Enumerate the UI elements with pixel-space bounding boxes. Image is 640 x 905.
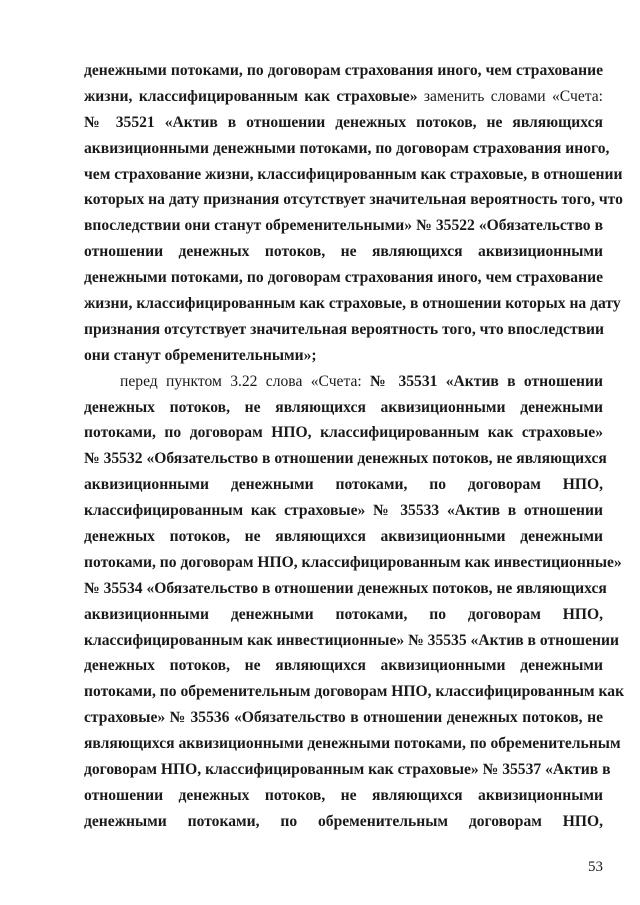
text-line-7 bbox=[84, 213, 603, 239]
text-segment: № 35521 «Актив в отношении денежных потоков, не являющихся bbox=[84, 113, 603, 131]
text-line-19 bbox=[84, 524, 603, 550]
text-segment: они станут обременительными»; bbox=[84, 346, 317, 364]
text-line-2 bbox=[84, 84, 603, 110]
text-segment: денежных потоков, не являющихся аквизиционными денежными bbox=[84, 528, 603, 546]
text-segment: являющихся аквизиционными денежными потоками, по обременительным bbox=[84, 735, 621, 753]
text-segment: № 35534 «Обязательство в отношении денежных потоков, не являющихся bbox=[84, 579, 607, 597]
text-segment: денежными потоками, по договорам страхования иного, чем страхование bbox=[84, 62, 603, 79]
text-segment: аквизиционными денежными потоками, по договорам НПО, bbox=[84, 605, 603, 623]
text-segment: отношении денежных потоков, не являющихся аквизиционными bbox=[84, 243, 603, 261]
text-line-6 bbox=[84, 187, 623, 213]
page-number: 53 bbox=[588, 859, 603, 875]
text-line-27 bbox=[84, 731, 621, 757]
text-segment: потоками, по договорам НПО, классифицированным как инвестиционные» bbox=[84, 553, 622, 571]
text-segment: денежными потоками, по договорам страхования иного, чем страхование bbox=[84, 269, 603, 287]
text-line-29 bbox=[84, 783, 603, 809]
text-segment: чем страхование жизни, классифицированным как страховые, в отношении bbox=[84, 165, 623, 183]
text-segment: денежных потоков, не являющихся аквизиционными денежными bbox=[84, 398, 603, 416]
text-line-3 bbox=[84, 110, 603, 136]
text-segment: отношении денежных потоков, не являющихся аквизиционными bbox=[84, 786, 603, 804]
text-line-9 bbox=[84, 265, 603, 291]
text-segment: денежных потоков, не являющихся аквизиционными денежными bbox=[84, 657, 603, 675]
text-segment: страховые» № 35536 «Обязательство в отношении денежных потоков, не bbox=[84, 709, 603, 727]
text-line-8 bbox=[84, 239, 603, 265]
text-segment: заменить словами «Счета: bbox=[417, 87, 603, 105]
text-line-10 bbox=[84, 291, 621, 317]
text-segment: классифицированным как инвестиционные» № 35535 «Актив в отношении bbox=[84, 631, 619, 649]
text-line-18 bbox=[84, 498, 603, 524]
text-line-12 bbox=[84, 343, 603, 369]
text-segment: классифицированным как страховые» № 35533 «Актив в отношении bbox=[84, 502, 603, 520]
document-body bbox=[84, 58, 625, 835]
text-line-13 bbox=[84, 369, 603, 395]
text-line-23 bbox=[84, 628, 619, 654]
text-segment: аквизиционными денежными потоками, по договорам страхования иного, bbox=[84, 139, 610, 157]
text-segment: аквизиционными денежными потоками, по договорам НПО, bbox=[84, 476, 603, 494]
text-line-22 bbox=[84, 602, 603, 628]
text-segment: перед пунктом 3.22 слова «Счета: bbox=[120, 372, 371, 390]
text-segment: которых на дату признания отсутствует значительная вероятность того, что bbox=[84, 191, 623, 209]
text-line-17 bbox=[84, 472, 603, 498]
text-segment: договорам НПО, классифицированным как страховые» № 35537 «Актив в bbox=[84, 761, 611, 779]
text-line-11 bbox=[84, 317, 603, 343]
text-line-26 bbox=[84, 705, 603, 731]
text-segment: денежными потоками, по обременительным договорам НПО, bbox=[84, 812, 603, 830]
text-segment: жизни, классифицированным как страховые» bbox=[84, 87, 418, 105]
text-line-25 bbox=[84, 679, 625, 705]
text-segment: потоками, по обременительным договорам НПО, классифицированным как bbox=[84, 683, 625, 701]
text-line-15 bbox=[84, 420, 603, 446]
text-line-21 bbox=[84, 576, 607, 602]
text-line-4 bbox=[84, 136, 610, 162]
text-segment: потоками, по договорам НПО, классифицированным как страховые» bbox=[84, 424, 603, 442]
text-line-24 bbox=[84, 653, 603, 679]
text-segment: признания отсутствует значительная вероятность того, что впоследствии bbox=[84, 320, 605, 338]
text-segment: № 35531 «Актив в отношении bbox=[370, 372, 603, 390]
text-line-5 bbox=[84, 162, 623, 188]
text-line-16 bbox=[84, 446, 607, 472]
text-line-30 bbox=[84, 809, 603, 835]
text-line-28 bbox=[84, 757, 611, 783]
text-line-1 bbox=[84, 58, 603, 84]
text-segment: впоследствии они станут обременительными» № 35522 «Обязательство в bbox=[84, 217, 603, 235]
text-segment: № 35532 «Обязательство в отношении денежных потоков, не являющихся bbox=[84, 450, 607, 468]
text-line-14 bbox=[84, 395, 603, 421]
text-segment: жизни, классифицированным как страховые, в отношении которых на дату bbox=[84, 295, 621, 313]
text-line-20 bbox=[84, 550, 622, 576]
